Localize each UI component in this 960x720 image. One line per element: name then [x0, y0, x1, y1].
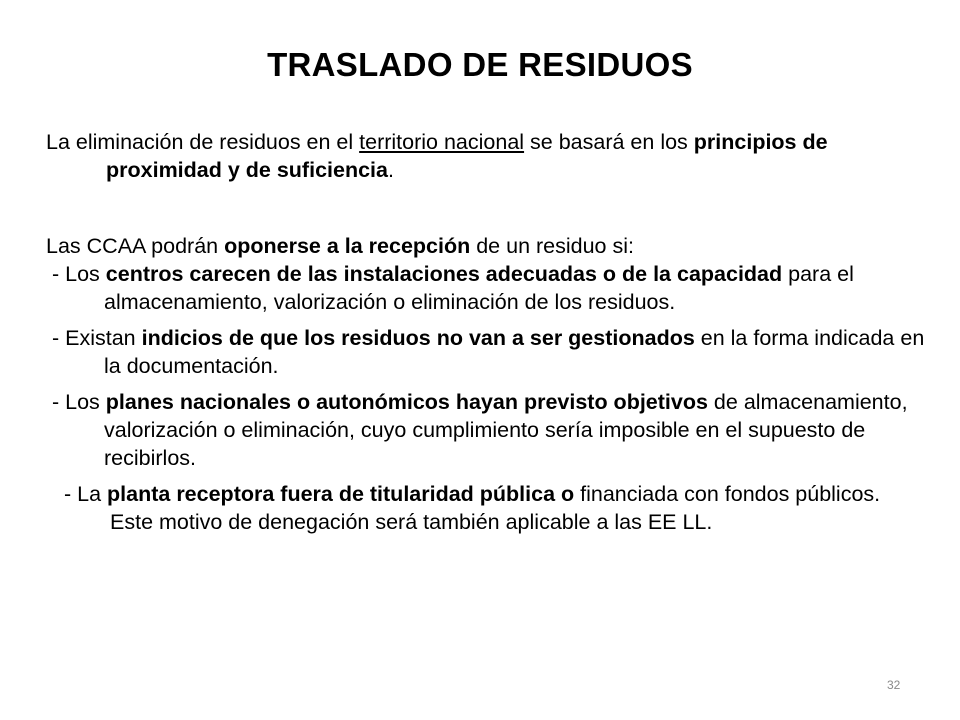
bullet-text: - Los	[52, 390, 106, 414]
bold-text: indicios de que los residuos no van a ser gestionados	[141, 326, 695, 350]
underlined-text: territorio nacional	[359, 130, 525, 154]
bullet-text: - La	[64, 482, 108, 506]
bullet-item-planes	[46, 388, 926, 472]
paragraph-text: .	[387, 158, 394, 182]
bullet-text: - Existan	[52, 326, 142, 350]
paragraph-text: se basará en los	[524, 130, 694, 154]
bullet-text: - Los	[52, 262, 106, 286]
bullet-text: de almacenamiento, valorización o eliminación, cuyo cumplimiento sería imposible en el supuesto de recibirlos.	[104, 390, 908, 470]
bold-text: centros carecen de las instalaciones adecuadas o de la capacidad	[105, 262, 783, 286]
page-number: 32	[887, 678, 901, 692]
bullet-item-centros	[46, 260, 926, 316]
paragraph-text: de un residuo si:	[470, 234, 634, 258]
paragraph-text: Las CCAA podrán	[46, 234, 225, 258]
bold-text: principios de proximidad y de suficiencia	[106, 130, 828, 182]
paragraph-ccaa	[46, 232, 926, 260]
paragraph-principles	[46, 128, 926, 184]
bold-text: planes nacionales o autonómicos hayan previsto objetivos	[105, 390, 708, 414]
bullet-item-planta	[46, 480, 926, 536]
slide-body	[46, 128, 926, 536]
bold-text: oponerse a la recepción	[224, 234, 471, 258]
bullet-text: financiada con fondos públicos. Este motivo de denegación será también aplicable a las EE LL.	[110, 482, 881, 534]
bold-text: planta receptora fuera de titularidad pública o	[107, 482, 575, 506]
bullet-text: para el almacenamiento, valorización o eliminación de los residuos.	[104, 262, 854, 314]
slide-title: TRASLADO DE RESIDUOS	[267, 46, 693, 83]
bullet-text: en la forma indicada en la documentación.	[104, 326, 925, 378]
bullet-item-indicios	[46, 324, 926, 380]
paragraph-text: La eliminación de residuos en el	[46, 130, 360, 154]
